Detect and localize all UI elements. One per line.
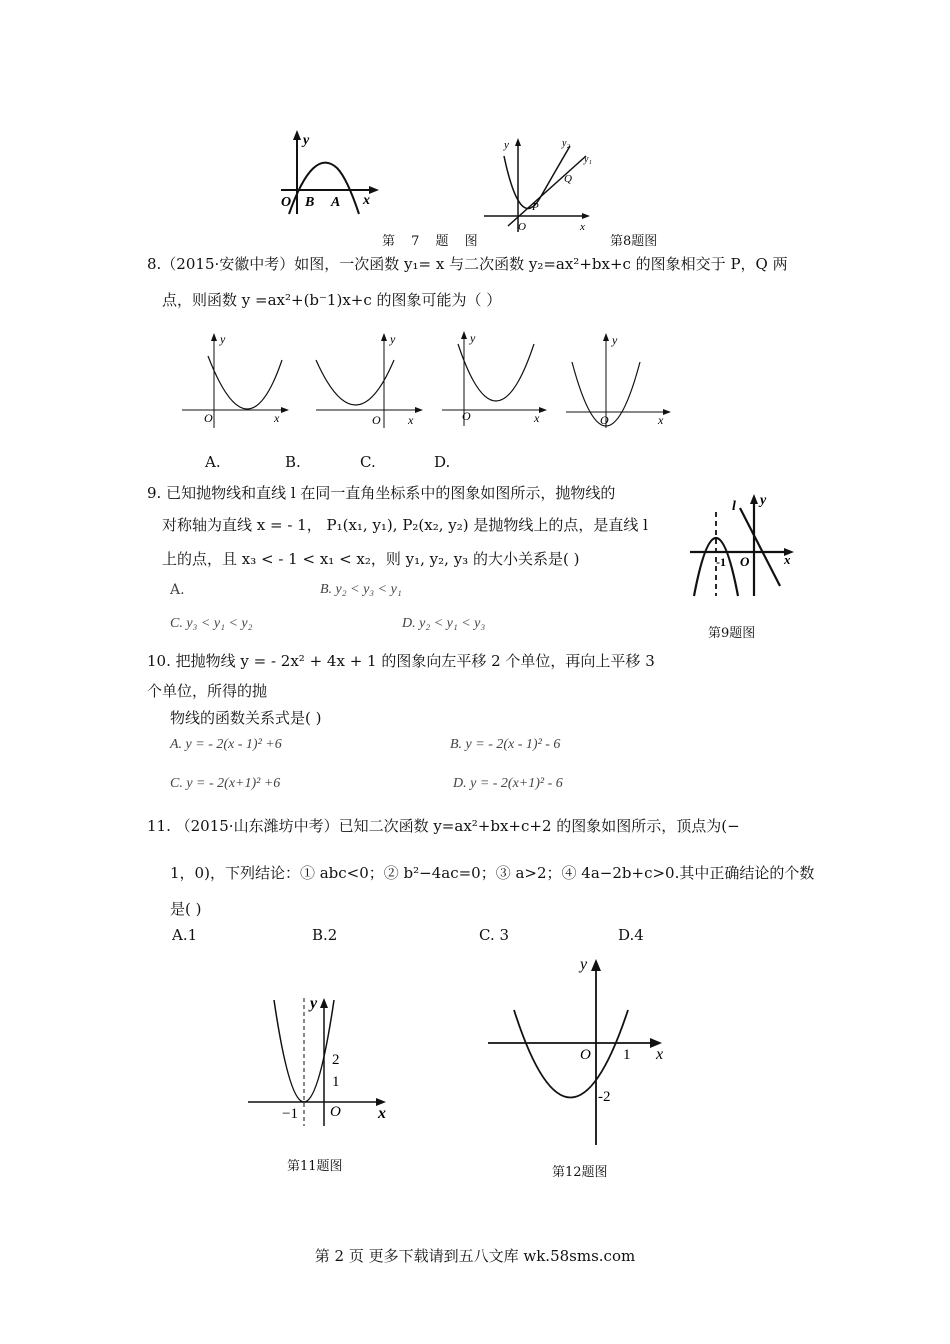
q8-graph-a (178, 330, 293, 430)
q8d-label-o: O (600, 413, 609, 427)
fig9-label-y: y (760, 493, 767, 508)
fig9-label-x: x (784, 552, 791, 567)
q9-option-b: B. y₂ < y₃ < y₁ (320, 582, 402, 597)
q8b-label-o: O (372, 413, 381, 427)
q10-option-b: B. y = - 2(x - 1)² - 6 (450, 737, 561, 752)
q8b-label-x: x (408, 413, 414, 427)
q8a-label-x: x (274, 411, 280, 425)
page-footer: 第 2 页 更多下载请到五八文库 wk.58sms.com (314, 1247, 636, 1265)
fig8-label-p: P (532, 201, 539, 213)
q9-line1: 9. 已知抛物线和直线 l 在同一直角坐标系中的图象如图所示，抛物线的 (147, 484, 616, 502)
q8-graph-d (562, 330, 677, 430)
fig11-label-y: y (310, 995, 318, 1012)
fig7-label-y: y (303, 133, 310, 148)
fig7-label-a: A (331, 195, 341, 210)
q8-graph-b (312, 330, 427, 430)
q11-option-b: B.2 (312, 926, 338, 944)
q10-option-a: A. y = - 2(x - 1)² +6 (170, 737, 282, 752)
q11-option-a: A.1 (172, 926, 198, 944)
q10-option-c: C. y = - 2(x+1)² +6 (170, 776, 281, 791)
fig12-label-o: O (580, 1047, 591, 1063)
figure-12 (484, 955, 674, 1150)
q11-option-c: C. 3 (479, 926, 510, 944)
fig8-label-o: O (518, 221, 526, 233)
q10-line3: 物线的函数关系式是( ) (170, 709, 322, 727)
fig11-label-1: 1 (332, 1074, 340, 1090)
q8b-label-y: y (390, 332, 396, 346)
figure-11 (244, 990, 394, 1130)
fig8-label-y1: y₁ (584, 154, 592, 165)
q8d-label-x: x (658, 413, 664, 427)
q8-option-d: D. (434, 453, 451, 471)
q8-line2: 点，则函数 y =ax²+(b⁻1)x+c 的图象可能为（ ） (162, 291, 502, 309)
fig11-label-o: O (330, 1104, 341, 1120)
fig11-label-x: x (378, 1105, 386, 1122)
q8-option-a: A. (205, 453, 221, 471)
q9-line3: 上的点，且 x₃ < - 1 < x₁ < x₂，则 y₁, y₂, y₃ 的大小关系是( ) (162, 550, 580, 568)
q10-line2: 个单位，所得的抛 (147, 682, 268, 700)
q9-option-a: A. (170, 582, 185, 598)
fig12-label-y: y (580, 956, 588, 973)
figure-7 (275, 128, 385, 218)
fig8-label-y: y (504, 139, 509, 151)
fig12-label-x: x (656, 1046, 664, 1063)
fig9-label-l: l (732, 499, 736, 514)
figure-8 (478, 136, 598, 234)
fig8-label-q: Q (564, 173, 572, 185)
q8-option-c: C. (360, 453, 376, 471)
figure-9 (686, 490, 801, 600)
q10-line1: 10. 把抛物线 y = - 2x² + 4x + 1 的图象向左平移 2 个单位，再向上平移 3 (147, 652, 655, 670)
fig8-label-y2: y₂ (562, 138, 570, 149)
q8d-label-y: y (612, 333, 618, 347)
q11-line1: 11. （2015·山东潍坊中考）已知二次函数 y=ax²+bx+c+2 的图象如图所示，顶点为(− (147, 817, 740, 835)
fig12-caption: 第12题图 (552, 1165, 608, 1180)
fig9-label-neg1: -1 (716, 555, 726, 569)
q8-option-b: B. (285, 453, 301, 471)
fig11-label-neg1: −1 (282, 1106, 298, 1122)
q11-line2: 1，0)，下列结论：① abc<0；② b²−4ac=0；③ a>2；④ 4a−2b+c>0.其中正确结论的个数 (170, 864, 815, 882)
fig12-label-neg2: -2 (598, 1089, 611, 1105)
q8c-label-x: x (534, 411, 540, 425)
q10-option-d: D. y = - 2(x+1)² - 6 (453, 776, 563, 791)
q9-line2: 对称轴为直线 x = - 1， P₁(x₁, y₁), P₂(x₂, y₂) 是抛物线上的点，是直线 l (162, 516, 648, 534)
q8-line1: 8.（2015·安徽中考）如图，一次函数 y₁= x 与二次函数 y₂=ax²+bx+c 的图象相交于 P，Q 两 (147, 255, 788, 273)
q9-option-d: D. y₂ < y₁ < y₃ (402, 616, 486, 631)
fig7-label-b: B (305, 195, 315, 210)
q8a-label-y: y (220, 332, 226, 346)
q11-line3: 是( ) (170, 900, 202, 918)
fig8-caption: 第8题图 (610, 234, 658, 249)
fig7-caption: 第 7 题 图 (382, 234, 484, 249)
fig11-label-2: 2 (332, 1052, 340, 1068)
fig8-label-x: x (580, 221, 585, 233)
fig11-caption: 第11题图 (287, 1159, 343, 1174)
fig9-caption: 第9题图 (708, 626, 756, 641)
fig9-label-o: O (740, 554, 750, 569)
fig7-label-x: x (363, 193, 370, 208)
q8c-label-y: y (470, 331, 476, 345)
q8a-label-o: O (204, 411, 213, 425)
fig12-label-1: 1 (623, 1047, 631, 1063)
fig7-label-o: O (281, 195, 292, 210)
q8c-label-o: O (462, 409, 471, 423)
q8-graph-c (438, 328, 553, 428)
q11-option-d: D.4 (618, 926, 644, 944)
q9-option-c: C. y₃ < y₁ < y₂ (170, 616, 253, 631)
